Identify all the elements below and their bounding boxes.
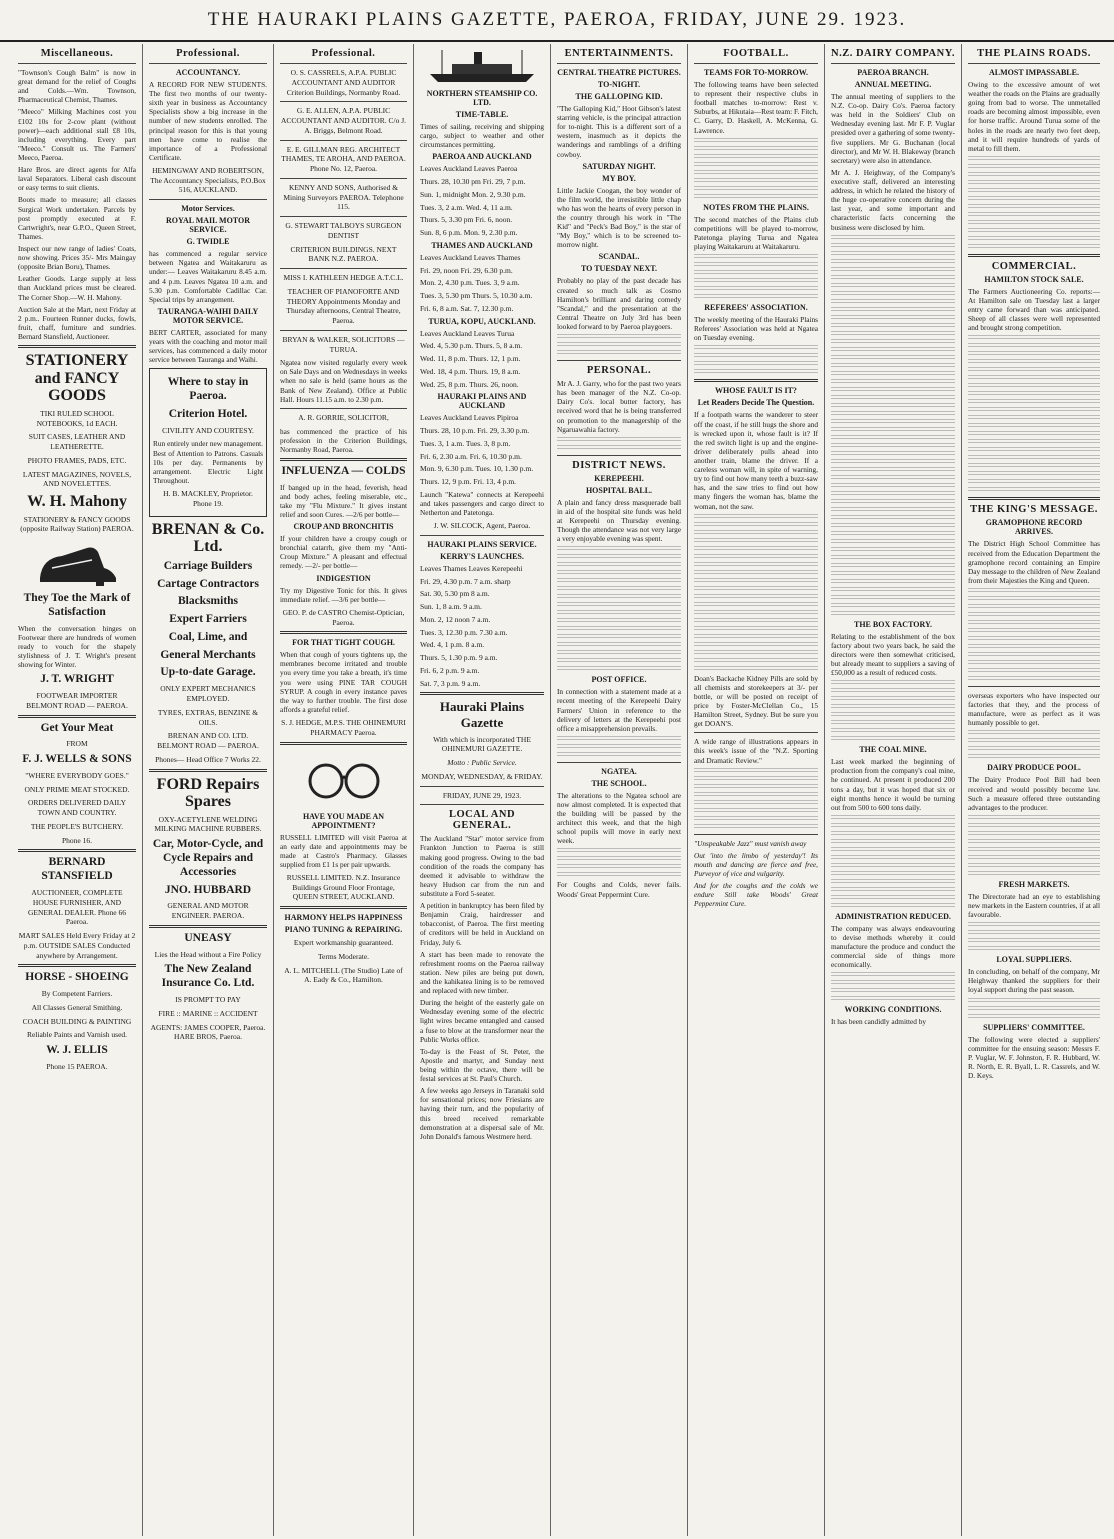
whose-fault-sub: Let Readers Decide The Question. xyxy=(697,398,815,408)
referees-heading: REFEREES' ASSOCIATION. xyxy=(704,303,808,313)
sailing-row: Leaves Auckland Leaves Turua xyxy=(420,328,515,338)
sailing-row: Thurs. 28, 10.30 pm Fri. 29, 7 p.m. xyxy=(420,177,526,187)
tonight: TO-NIGHT. xyxy=(597,80,641,89)
mart-sales: MART SALES Held Every Friday at 2 p.m. OUTSIDE SALES Conducted anywhere by Arrangement. xyxy=(18,931,136,960)
ad-leather: Leather Goods. Large supply at less than Auckland prices must be cleared. The Corner Shop.—W. H. Mahony. xyxy=(18,274,136,302)
croup-text: If your children have a croupy cough or bronchial catarrh, give them my "Anti-Croup Mixture." A pleasant and effectual remedy. —2/- per bottle— xyxy=(280,534,407,571)
talboys-sub: CRITERION BUILDINGS. NEXT BANK N.Z. PAEROA. xyxy=(290,244,397,264)
bryan-text: Ngatea now visited regularly every week on Sale Days and on Wednesdays in weeks when no sale is held (same hours as the Bank of New Zealand). Office at Public Hall. Hours 11.15 a.m. to 2.30 p.m. xyxy=(280,358,407,404)
steamship-icon xyxy=(422,46,542,86)
impassable-heading: ALMOST IMPASSABLE. xyxy=(989,68,1079,77)
stansfield-name: BERNARD STANSFIELD xyxy=(41,856,113,883)
civility: CIVILITY AND COURTESY. xyxy=(162,425,254,435)
committee-text: The following were elected a suppliers' committee for the ensuing season: Messrs F. P. Vuglar, W. F. Johnston, F. R. Hubbard, W. R. North, E. R. Byall, L. R. Cassrels, and W. D. Keys. xyxy=(968,1034,1100,1080)
wells-name: F. J. WELLS & SONS xyxy=(22,753,132,766)
horse-shoeing-heading: HORSE - SHOEING xyxy=(25,971,129,984)
committee-heading: SUPPLIERS' COMMITTEE. xyxy=(983,1022,1085,1032)
motor-heading: Motor Services. xyxy=(181,204,235,214)
fresh-markets-heading: FRESH MARKETS. xyxy=(998,879,1070,889)
branch-heading: PAEROA BRANCH. xyxy=(857,68,929,77)
column-dairy-company xyxy=(825,44,962,1536)
wells-sub: "WHERE EVERYBODY GOES." xyxy=(25,770,129,780)
poem-lines: Out 'into the limbo of yesterday'! Its mouth and dancing are fierce and free, Purveyor of vice and vulgarity. xyxy=(694,850,818,878)
column-heading: ENTERTAINMENTS. xyxy=(564,48,674,59)
sailing-row: Fri. 6, 8 a.m. Sat. 7, 12.30 p.m. xyxy=(420,303,514,313)
local-item: To-day is the Feast of St. Peter, the Apostle and martyr, and Sunday next being within the octave, there will be festal services at St. Paul's Church. xyxy=(420,1046,544,1084)
ngatea-heading: NGATEA. xyxy=(601,766,637,776)
butchery-phone: Phone 16. xyxy=(62,835,92,845)
central-theatre: CENTRAL THEATRE PICTURES. xyxy=(557,68,681,77)
flu-text: If banged up in the head, feverish, head and body aches, feeling miserable, etc., take my "Flu Mixture." It gives instant relief and soon Cures. —2/6 per bottle— xyxy=(280,482,407,519)
saturday-night: SATURDAY NIGHT. xyxy=(582,161,656,171)
terms: Terms Moderate. xyxy=(317,951,370,961)
sailing-row: Sun. 1, midnight Mon. 2, 9.30 p.m. xyxy=(420,189,526,199)
castro-chemist: GEO. P. de CASTRO Chemist-Optician, Paeroa. xyxy=(282,607,405,627)
gorrie-text: has commenced the practice of his profession in the Criterion Buildings, Normanby Road, Paeroa. xyxy=(280,426,407,454)
steamship-heading: NORTHERN STEAMSHIP CO. LTD. xyxy=(426,89,538,107)
croup-heading: CROUP AND BRONCHITIS xyxy=(293,522,394,532)
tyres: TYRES, EXTRAS, BENZINE & OILS. xyxy=(157,707,259,727)
whose-fault-heading: WHOSE FAULT IS IT? xyxy=(715,386,797,396)
paper-motto: Motto : Public Service. xyxy=(447,758,517,768)
launch-row: Thurs. 5, 1.30 p.m. 9 a.m. xyxy=(420,653,498,663)
brenan-line: Blacksmiths xyxy=(177,595,239,608)
silcock-agent: J. W. SILCOCK, Agent, Paeroa. xyxy=(433,521,531,531)
launch-row: Mon. 2, 12 noon 7 a.m. xyxy=(420,614,491,624)
local-item: The Auckland "Star" motor service from Frankton Junction to Paeroa is still making good progress. Owing to the bad condition of the roads the company has deemed it advisable to withdraw the heavy Hudson car from the run and substitute a Ford 5-seater. xyxy=(420,834,544,898)
butchery-name: THE PEOPLE'S BUTCHERY. xyxy=(30,821,124,831)
mahony-sub: STATIONERY & FANCY GOODS (opposite Railway Station) PAEROA. xyxy=(20,514,134,534)
paper-days: MONDAY, WEDNESDAY, & FRIDAY. xyxy=(421,771,543,781)
meat-from: FROM xyxy=(66,739,88,749)
sailing-row: Tues. 3, 2 a.m. Wed. 4, 11 a.m. xyxy=(420,202,513,212)
referees-text: The weekly meeting of the Hauraki Plains Referees' Association was held at Ngatea on Tuesday evening. xyxy=(694,315,818,343)
launch-row: Sun. 1, 8 a.m. 9 a.m. xyxy=(420,602,482,612)
toe-heading: They Toe the Mark of Satisfaction xyxy=(23,592,131,618)
kerrys-launches: KERRY'S LAUNCHES. xyxy=(440,551,524,561)
brenan-line: Expert Farriers xyxy=(169,613,247,626)
accountancy-heading: ACCOUNTANCY. xyxy=(175,68,241,77)
horse-line: All Classes General Smithing. xyxy=(31,1002,123,1012)
sailing-row: Tues. 3, 5.30 pm Thurs. 5, 10.30 a.m. xyxy=(420,291,533,301)
pool-text: The Dairy Produce Pool Bill had been received and would possibly become law. Such a measure offered three outstanding advantages to the producer. xyxy=(968,775,1100,812)
ford-heading: FORD Repairs Spares xyxy=(156,775,260,811)
sailing-row: Mon. 9, 6.30 p.m. Tues. 10, 1.30 p.m. xyxy=(420,464,534,474)
ad-boots: Boots made to measure; all classes Surgical Work undertaken. Parcels by post promptly executed at F. Cartwright's, near G.P.O., Queen Street, Thames. xyxy=(18,195,136,241)
gramophone-heading: GRAMOPHONE RECORD ARRIVES. xyxy=(985,518,1083,537)
brenan-line: Carriage Builders xyxy=(163,559,253,572)
hedge-teacher-sub: TEACHER OF PIANOFORTE AND THEORY Appointments Monday and Thursday afternoons, Central Theatre, Paeroa. xyxy=(286,286,401,325)
brenan-line: Cartage Contractors xyxy=(157,577,259,590)
fire-marine-accident: FIRE :: MARINE :: ACCIDENT xyxy=(158,1008,258,1018)
stansfield-sub: AUCTIONEER, COMPLETE HOUSE FURNISHER, AND GENERAL DEALER. Phone 66 Paeroa. xyxy=(27,888,127,927)
column-plains-roads xyxy=(962,44,1106,1536)
column-professional-1 xyxy=(143,44,274,1536)
route-thames-auckland: THAMES AND AUCKLAND xyxy=(431,240,533,250)
school-text: The alterations to the Ngatea school are now almost completed. It is expected that the building will be passed by the architect this week, and that the high school pupils will move in early next week. xyxy=(557,790,681,846)
sailing-row: Wed. 18, 4 p.m. Thurs. 19, 8 a.m. xyxy=(420,366,521,376)
route-hauraki-auckland: HAURAKI PLAINS AND AUCKLAND xyxy=(437,392,527,411)
loyal-heading: LOYAL SUPPLIERS. xyxy=(996,955,1072,965)
talboys-name: G. STEWART TALBOYS SURGEON DENTIST xyxy=(285,221,402,240)
teams-text: The following teams have been selected to represent their respective clubs in football matches to-morrow: Rest v. Suburbs, at Hikutaia—Rest team: F. Fitch, C. Garry, D. Haskell, A. McKenna, G. Lawrence. xyxy=(694,80,818,135)
ellis-name: W. J. ELLIS xyxy=(46,1044,108,1057)
galloping-text: "The Galloping Kid," Hoot Gibson's latest starring vehicle, is the principal attraction for to-night. This is a different sort of a western, inasmuch as it depicts the wanderings and ramblings of a drifting cowboy. xyxy=(557,104,681,159)
kings-message-heading: THE KING'S MESSAGE. xyxy=(970,504,1098,516)
mackley-proprietor: H. B. MACKLEY, Proprietor. Phone 19. xyxy=(163,489,253,508)
bryan-walker: BRYAN & WALKER, SOLICITORS — TURUA. xyxy=(282,334,405,354)
local-item: During the height of the easterly gale on Wednesday evening some of the electric light wires became entangled and caused a fuse to blow at the transformer near the Public Works office. xyxy=(420,998,544,1044)
box-factory-heading: THE BOX FACTORY. xyxy=(853,619,933,629)
orders-delivered: ORDERS DELIVERED DAILY TOWN AND COUNTRY. xyxy=(28,798,126,818)
post-office-text: In connection with a statement made at a recent meeting of the Kerepeehi Dairy Farmers' Union in reference to the delivery of letters at the Kerepeehi post office a misapprehension prevails. xyxy=(557,687,681,733)
personal-heading: PERSONAL. xyxy=(586,365,652,377)
gorrie-name: A. R. GORRIE, SOLICITOR, xyxy=(298,412,389,422)
column-heading: FOOTBALL. xyxy=(723,48,789,59)
roads-text: Owing to the excessive amount of wet weather the roads on the Plains are gradually going from bad to worse. The unmetalled roads are becoming almost impossible, even for horse traffic. Around Turua some of the holes in the roads are nearly two feet deep, and it will require hundreds of yards of metal to fill them. xyxy=(968,80,1100,153)
ad-townson: "Townson's Cough Balm" is now in great demand for the relief of Coughs and Colds.—Wm. Townson, Pharmaceutical Chemist, Thames. xyxy=(18,68,136,105)
column-professional-2 xyxy=(274,44,414,1536)
brenan-heading: BRENAN & Co. Ltd. xyxy=(151,520,265,556)
guaranteed: Expert workmanship guaranteed. xyxy=(293,938,394,948)
indigestion-heading: INDIGESTION xyxy=(316,573,371,583)
sailing-row: Sun. 8, 6 p.m. Mon. 9, 2.30 p.m. xyxy=(420,228,518,238)
royal-mail-heading: ROYAL MAIL MOTOR SERVICE. xyxy=(165,216,250,235)
sailing-row: Mon. 2, 4.30 p.m. Tues. 3, 9 a.m. xyxy=(420,278,520,288)
loyal-text: In concluding, on behalf of the company, Mr Heighway thanked the suppliers for their loyal support during the past season. xyxy=(968,967,1100,995)
prompt-to-pay: IS PROMPT TO PAY xyxy=(175,995,241,1005)
route-turua-kopu: TURUA, KOPU, AUCKLAND. xyxy=(428,316,536,326)
brenan-phones: Phones— Head Office 7 Works 22. xyxy=(155,754,261,764)
brenan-address: BRENAN AND CO. LTD. BELMONT ROAD — PAEROA. xyxy=(157,731,259,751)
launch-row: Fri. 6, 2 p.m. 9 a.m. xyxy=(420,665,480,675)
launch-row: Tues. 3, 12.30 p.m. 7.30 a.m. xyxy=(420,627,508,637)
my-boy: MY BOY. xyxy=(602,173,636,183)
horse-sub: By Competent Farriers. xyxy=(41,989,113,999)
issue-date: FRIDAY, JUNE 29, 1923. xyxy=(442,790,522,800)
stationery-line: SUIT CASES, LEATHER AND LEATHERETTE. xyxy=(28,432,126,452)
uneasy-sub: Lies the Head without a Fire Policy xyxy=(154,949,262,959)
toe-text: When the conversation hinges on Footwear there are hundreds of women ready to vouch for the shapely stylishness of J. T. Wright's present showing for Winter. xyxy=(18,623,136,670)
meat-heading: Get Your Meat xyxy=(40,721,114,734)
scandal: SCANDAL. xyxy=(598,252,640,262)
launch-row: Fri. 29, 4.30 p.m. 7 a.m. sharp xyxy=(420,576,511,586)
ad-hare-bros: Hare Bros. are direct agents for Alfa laval Separators. Liberal cash discount or easy terms to suit clients. xyxy=(18,165,136,193)
coughs-note: For Coughs and Colds, never fails. Woods' Great Peppermint Cure. xyxy=(557,880,681,899)
accountancy-text: A RECORD FOR NEW STUDENTS. The first two months of our twenty-sixth year in business as Accountancy Specialists show a big increase in the number of new students enrolled. The principal reason for this is that young men have come to realise the importance of a Professional Certificate. xyxy=(149,80,267,162)
russell-address: RUSSELL LIMITED. N.Z. Insurance Buildings Ground Floor Frontage, QUEEN STREET, AUCKLAND. xyxy=(286,872,401,902)
mahony-name: W. H. Mahony xyxy=(27,493,127,511)
influenza-heading: INFLUENZA — COLDS xyxy=(281,464,406,477)
column-heading: N.Z. DAIRY COMPANY. xyxy=(831,48,955,59)
fresh-markets-text: The Directorate had an eye to establishing new markets in the Eastern countries, if at all favourable. xyxy=(968,891,1100,920)
my-boy-text: Little Jackie Coogan, the boy wonder of the film world, the irresistible little chap who has won the hearts of every person in the country through his work in "The Kid" and "Peck's Bad Boy," is the star of "My Boy," which is to be screened to-morrow night. xyxy=(557,185,681,250)
indigestion-text: Try my Digestive Tonic for this. It gives immediate relief. —3/6 per bottle— xyxy=(280,585,407,604)
launch-row: Sat. 7, 3 p.m. 9 a.m. xyxy=(420,678,481,688)
uneasy-heading: UNEASY xyxy=(184,931,232,944)
post-office: POST OFFICE. xyxy=(591,675,647,685)
russell-text: RUSSELL LIMITED will visit Paeroa at an early date and appointments may be made at Castro's Pharmacy. Glasses supplied from £1 1s per pair upwards. xyxy=(280,832,407,869)
working-heading: WORKING CONDITIONS. xyxy=(844,1005,942,1015)
working-text: It has been candidly admitted by xyxy=(831,1017,927,1027)
tuesday-next: TO TUESDAY NEXT. xyxy=(580,264,658,274)
allen-card: G. E. ALLEN, A.P.A. PUBLIC ACCOUNTANT AND AUDITOR. C/o J. A. Briggs, Belmont Road. xyxy=(281,106,406,135)
launch-row: Sat. 30, 5.30 pm 8 a.m. xyxy=(420,589,490,599)
mechanics: ONLY EXPERT MECHANICS EMPLOYED. xyxy=(160,684,256,704)
sailing-row: Leaves Auckland Leaves Pipiroa xyxy=(420,413,519,423)
hospital-text: A plain and fancy dress masquerade ball in aid of the hospital site funds was held at Kerepeehi on Thursday evening. Though the attendance was not very large a very enjoyable evening was spent. xyxy=(557,497,681,544)
column-miscellaneous xyxy=(12,44,143,1536)
sailing-row: Thurs. 12, 9 p.m. Fri. 13, 4 p.m. xyxy=(420,477,517,487)
hospital-ball: HOSPITAL BALL. xyxy=(585,485,653,495)
local-general-heading: LOCAL AND GENERAL. xyxy=(448,809,516,832)
stationery-line: PHOTO FRAMES, PADS, ETC. xyxy=(27,455,127,465)
royal-mail-text: has commenced a regular service between Ngatea and Waitakaruru as under:— Leaves Waitakaruru 8.45 a.m. and 4 p.m. Leaves Ngatea 10 a.m. and 5.30 p.m. Comfortable Cadillac Car. Special trips by arrangement. xyxy=(149,249,267,304)
brenan-line: Coal, Lime, and xyxy=(168,630,248,643)
masthead xyxy=(0,0,1114,42)
column-entertainments xyxy=(551,44,688,1536)
column-shipping-local xyxy=(414,44,551,1536)
sailing-row: Leaves Auckland Leaves Thames xyxy=(420,252,521,262)
admin-text: The company was always endeavouring to devise methods whereby it could manufacture the produce and conduct the commercial side of things more economically. xyxy=(831,923,955,970)
paper-sub: With which is incorporated THE OHINEMURI GAZETTE. xyxy=(433,734,531,754)
sailing-row: Wed. 25, 8 p.m. Thurs. 26, noon. xyxy=(420,379,519,389)
shoe-illustration-icon xyxy=(32,538,122,588)
criterion-text: Run entirely under new management. Best of Attention to Patrons. Casuals 10s per day. Permanents by arrangement. Electric Light Throughout. xyxy=(153,439,263,485)
kerepeehi-heading: KEREPEEHI. xyxy=(594,473,644,483)
prime-meat: ONLY PRIME MEAT STOCKED. xyxy=(24,784,130,794)
katewa-note: Launch "Katewa" connects at Kerepeehi and takes passengers and cargo direct to Netherton and Patetonga. xyxy=(420,489,544,518)
wright-name: J. T. WRIGHT xyxy=(40,673,114,686)
teams-heading: TEAMS FOR TO-MORROW. xyxy=(703,68,809,77)
annual-meeting: ANNUAL MEETING. xyxy=(854,80,932,89)
hamilton-text: The Farmers Auctioneering Co. reports:— At Hamilton sale on Tuesday last a larger entry came forward than was anticipated. Sheep of all classes were well represented and brought strong competition. xyxy=(968,286,1100,333)
harmony-heading: HARMONY HELPS HAPPINESS xyxy=(284,913,403,923)
pool-heading: DAIRY PRODUCE POOL. xyxy=(987,763,1081,773)
tight-cough-text: When that cough of yours tightens up, the membranes become irritated and trouble you every time you take a breath, it's time you were using PINE TAR COUGH SYRUP. A cough in every instance paves the way to further trouble. The first dose affords a grateful relief. xyxy=(280,650,407,714)
sailing-row: Leaves Auckland Leaves Paeroa xyxy=(420,164,518,174)
coal-mine-text: Last week marked the beginning of production from the company's coal mine, he continued. At present it produced 200 tons a day, but it was hoped that six or eight months hence it would be turning out from 500 to 600 tons daily. xyxy=(831,757,955,812)
sailing-row: Fri. 29, noon Fri. 29, 6.30 p.m. xyxy=(420,265,513,275)
hedge-teacher-name: MISS I. KATHLEEN HEDGE A.T.C.L. xyxy=(283,273,404,282)
column-heading: THE PLAINS ROADS. xyxy=(977,48,1091,59)
car-repairs: Car, Motor-Cycle, and Cycle Repairs and Accessories xyxy=(152,838,264,878)
cassrels-card: O. S. CASSRELS, A.P.A. PUBLIC ACCOUNTANT AND AUDITOR Criterion Buildings, Normanby Road. xyxy=(286,68,401,97)
scandal-text: Probably no play of the past decade has created so much talk as Cosmo Hamilton's brilliant and daring comedy "Scandal," and the presentation at the Central Theatre on July 3rd has been looked forward to by Paeroa playgoers. xyxy=(557,276,681,331)
route-paeroa-auckland: PAEROA AND AUCKLAND xyxy=(432,152,532,162)
ad-coats: Inspect our new range of ladies' Coats, now showing. Prices 35/- Mrs Maingay (opposite Brian Boru), Thames. xyxy=(18,243,136,272)
criterion-hotel: Criterion Hotel. xyxy=(168,407,248,420)
piano-tuning: PIANO TUNING & REPAIRING. xyxy=(284,925,403,935)
paper-nameplate: Hauraki Plains Gazette xyxy=(439,699,525,730)
insurance-agents: AGENTS: JAMES COOPER, Paeroa. HARE BROS, Paeroa. xyxy=(150,1022,266,1042)
sailing-row: Fri. 6, 2.30 a.m. Fri. 6, 10.30 p.m. xyxy=(420,451,522,461)
brenan-line: General Merchants xyxy=(160,648,256,661)
local-item: A few weeks ago Jerseys in Taranaki sold for sensational prices; now Friesians are having their turn, and the popularity of this breed received remarkable demonstration at a dispersal sale of Mr. John Donald's famous Westmere herd. xyxy=(420,1086,544,1141)
annual-text: The annual meeting of suppliers to the N.Z. Co-op. Dairy Co's. Paeroa factory was held in the Soldiers' Club on Wednesday evening last. Mr F. P. Vuglar presided over a gathering of some twenty-five suppliers. Mr G. Buchanan (local director), and Mr W. H. Blakeway (branch secretary) were also in attendance. xyxy=(831,92,955,165)
whose-fault-text: If a footpath warns the wanderer to steer off the coast, if he still hugs the shore and is wrecked upon it, whose fault is it? If the red switch light is up and the engine-driver deliberately pulls ahead into another train, blame the driver. If a careless woman will, in spite of warning, try to find out how many teeth a buzz-saw has, and the saw tries to find out how many fingers the woman has, blame the woman, not the saw. xyxy=(694,410,818,511)
personal-text: Mr A. J. Garry, who for the past two years has been manager of the N.Z. Co-op. Dairy Co's. local butter factory, has received word that he is being transferred on promotion to the managership of the Ngaruawahia factory. xyxy=(557,379,681,434)
kings-text: The District High School Committee has received from the Education Department the gramophone record containing an Empire Day message to the children of New Zealand from their Majesties the King and Queen. xyxy=(968,539,1100,585)
stationery-heading: STATIONERY and FANCY GOODS xyxy=(25,352,129,405)
admin-heading: ADMINISTRATION REDUCED. xyxy=(835,911,951,921)
ad-auction: Auction Sale at the Mart, next Friday at 2 p.m.. Fourteen Runner ducks, fowls, fruit, chaff, furniture and sundries. Bernard Stansfield, Auctioneer. xyxy=(18,304,136,341)
horse-line: COACH BUILDING & PAINTING xyxy=(22,1016,132,1026)
spectacles-illustration-icon xyxy=(294,749,394,809)
coal-mine-heading: THE COAL MINE. xyxy=(859,745,927,755)
hauraki-service-heading: HAURAKI PLAINS SERVICE. xyxy=(427,539,537,549)
hedge-pharmacy: S. J. HEDGE, M.P.S. THE OHINEMURI PHARMACY Paeroa. xyxy=(281,718,406,737)
local-item: A petition in bankruptcy has been filed by Benjamin Craig, hairdresser and tobacconist, of Paeroa. The first meeting of creditors will be held in Auckland on Friday, July 6. xyxy=(420,901,544,947)
sailing-row: Wed. 11, 8 p.m. Thurs. 12, 1 p.m. xyxy=(420,354,521,364)
ellis-sub: Phone 15 PAEROA. xyxy=(46,1061,108,1071)
heighway-text: Mr A. J. Heighway, of the Company's executive staff, delivered an interesting address, in which he related the history of the huge co-operative concern during the last year, and some important and characteristic facts concerning the business were disclosed by him. xyxy=(831,167,955,232)
sailing-row: Wed. 4, 5.30 p.m. Thurs. 5, 8 a.m. xyxy=(420,341,523,351)
kenny-card: KENNY AND SONS, Authorised & Mining Surveyors PAEROA. Telephone 115. xyxy=(283,182,404,212)
where-to-stay-heading: Where to stay in Paeroa. xyxy=(167,376,249,403)
timetable-heading: TIME-TABLE. xyxy=(455,110,509,119)
ad-meeco: "Meeco" Milking Machines cost you £102 10s for 2-cow plant (without power)—each additional stall £8 10s, including everything. Every part "Meeco." Consult us. The Farmers' Meeco, Paeroa. xyxy=(18,107,136,162)
tauranga-heading: TAURANGA-WAIHI DAILY MOTOR SERVICE. xyxy=(157,306,259,325)
garage-heading: Up-to-date Garage. xyxy=(160,666,256,679)
stationery-line: LATEST MAGAZINES, NOVELS, AND NOVELETTES. xyxy=(22,469,132,489)
sailing-row: Thurs. 28, 10 p.m. Fri. 29, 3.30 p.m. xyxy=(420,426,530,436)
sailing-row: Tues. 3, 1 a.m. Tues. 3, 8 p.m. xyxy=(420,438,511,448)
column-heading: Professional. xyxy=(176,48,240,59)
page-columns xyxy=(12,44,1106,1536)
gillman-card: E. E. GILLMAN REG. ARCHITECT THAMES, TE AROHA, AND PAEROA. Phone No. 12, Paeroa. xyxy=(281,144,406,173)
hubbard-name: JNO. HUBBARD xyxy=(164,883,252,896)
district-news-heading: DISTRICT NEWS. xyxy=(572,459,666,471)
hemingway-address: HEMINGWAY AND ROBERTSON, The Accountancy Specialists, P.O.Box 516, AUCKLAND. xyxy=(150,165,266,195)
column-heading: Miscellaneous. xyxy=(40,48,114,59)
hubbard-sub: GENERAL AND MOTOR ENGINEER. PAEROA. xyxy=(167,901,249,921)
galloping-kid: THE GALLOPING KID. xyxy=(575,92,663,101)
overseas-text: overseas exporters who have inspected our factories that they, and the process of manufacture, were as perfect as it was humanly possible to get. xyxy=(968,690,1100,728)
unspeakable-jazz: "Unspeakable Jazz" must vanish away xyxy=(694,838,807,848)
illustrations-text: A wide range of illustrations appears in this week's issue of the "N.Z. Sporting and Dramatic Review." xyxy=(694,737,818,765)
notes-text: The second matches of the Plains club competitions will be played to-morrow, Patetonga playing Turua and Ngatea playing Waitakaruru at Waitakaruru. xyxy=(694,214,818,251)
tight-cough-heading: FOR THAT TIGHT COUGH. xyxy=(292,638,395,648)
timetable-note: Times of sailing, receiving and shipping cargo, subject to weather and other circumstances permitting. xyxy=(420,122,544,150)
newspaper-title: THE HAURAKI PLAINS GAZETTE, PAEROA, FRIDAY, JUNE 29. 1923. xyxy=(207,9,907,30)
commercial-heading: COMMERCIAL. xyxy=(991,260,1077,272)
local-item: A start has been made to renovate the refreshment rooms on the Paeroa railway station. New piles are being put down, and the kahikatea lining is to be removed and replaced with new timber. xyxy=(420,949,544,996)
nz-insurance: The New Zealand Insurance Co. Ltd. xyxy=(161,963,255,990)
doans-text: Doan's Backache Kidney Pills are sold by all chemists and storekeepers at 3/- per bottle, or will be posted on receipt of price by Foster-McClellan Co., 15 Hamilton Street, Sydney. But be sure you get DOAN'S. xyxy=(694,673,818,729)
horse-line: Reliable Paints and Varnish used. xyxy=(26,1030,128,1040)
column-heading: Professional. xyxy=(311,48,376,59)
sailing-row: Thurs. 5, 3.30 pm Fri. 6, noon. xyxy=(420,215,513,225)
tauranga-text: BERT CARTER, associated for many years with the coaching and motor mail services, has commenced a daily motor service between Tauranga and Waihi. xyxy=(149,327,267,365)
stationery-line: TIKI RULED SCHOOL NOTEBOOKS, 1d EACH. xyxy=(36,408,118,428)
notes-heading: NOTES FROM THE PLAINS. xyxy=(703,202,809,212)
column-football xyxy=(688,44,825,1536)
launch-row: Leaves Thames Leaves Kerepeehi xyxy=(420,563,523,573)
box-factory-text: Relating to the establishment of the box factory about two years back, he said the directors were then somewhat criticised, but already meant to suppliers a saving of £50,000 as a result of reduced costs. xyxy=(831,631,955,678)
poem-closing: And for the coughs and the colds we endure Still take Woods' Great Peppermint Cure. xyxy=(694,881,818,909)
wright-sub: FOOTWEAR IMPORTER BELMONT ROAD — PAEROA. xyxy=(26,691,128,710)
hamilton-heading: HAMILTON STOCK SALE. xyxy=(984,274,1084,284)
appointment-heading: HAVE YOU MADE AN APPOINTMENT? xyxy=(302,811,385,830)
school-heading: THE SCHOOL. xyxy=(591,778,647,788)
launch-row: Wed. 4, 1 p.m. 8 a.m. xyxy=(420,640,485,650)
mitchell-name: A. L. MITCHELL (The Studio) Late of A. Eady & Co., Hamilton. xyxy=(284,965,403,985)
oxy-welding: OXY-ACETYLENE WELDING MILKING MACHINE RUBBERS. xyxy=(154,814,262,834)
twidle-name: G. TWIDLE xyxy=(186,237,230,247)
